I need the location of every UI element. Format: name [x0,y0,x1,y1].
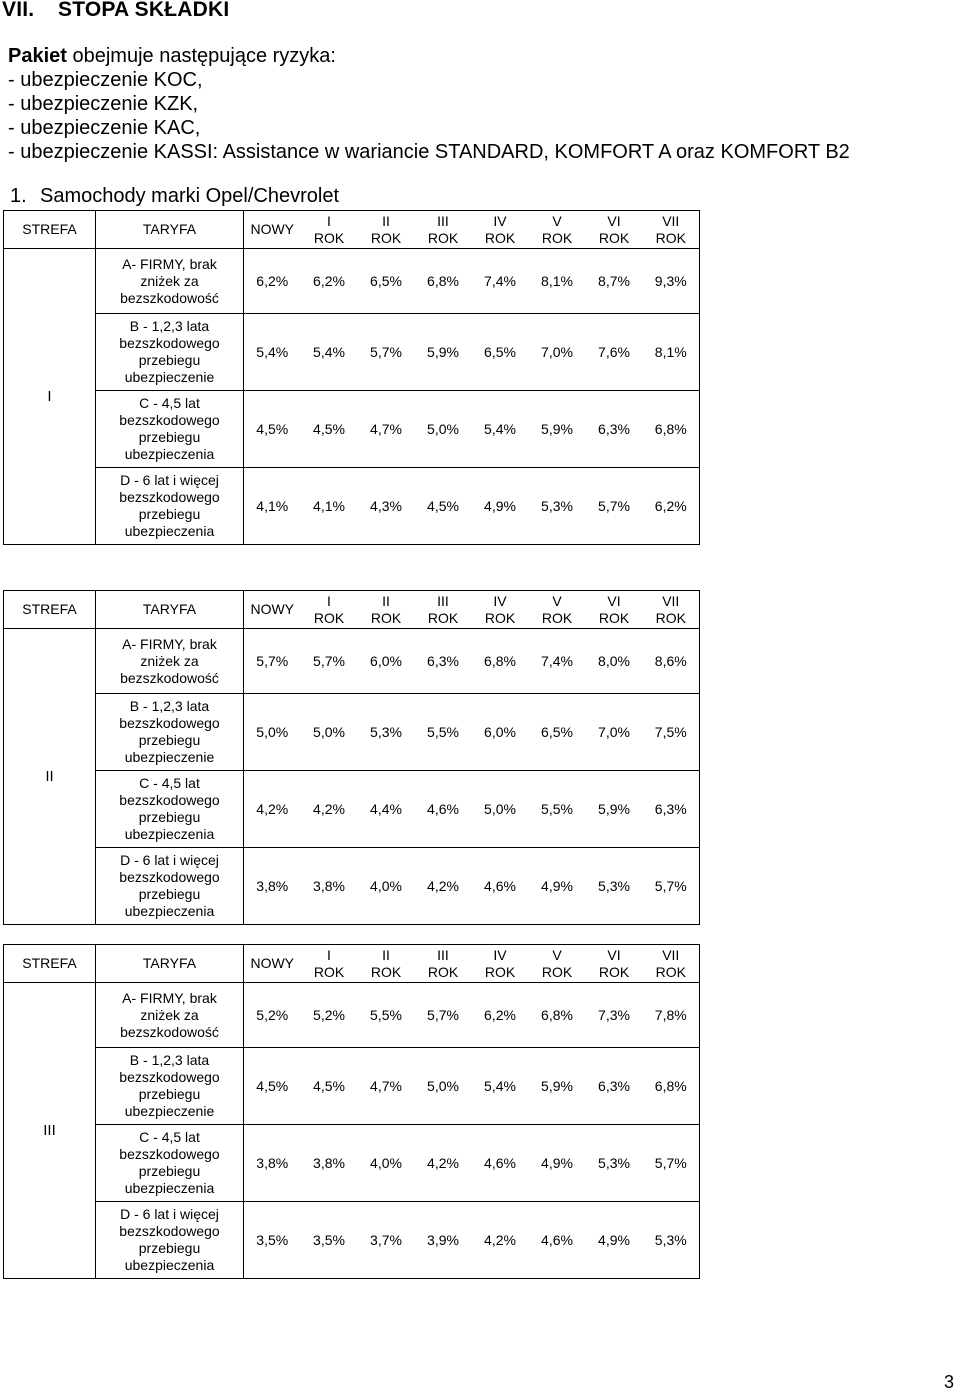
table-header-row [4,591,700,629]
rate-value: 8,7% [586,249,643,314]
tariff-line: zniżek za [140,1006,199,1023]
header-year-rok: ROK [313,229,345,246]
tariff-cell [96,391,244,468]
rate-value: 7,0% [529,314,586,391]
table-row [4,848,700,925]
tariff-line: D - 6 lat i więcej [120,852,219,868]
header-year-rok: ROK [484,609,516,626]
header-year-rok: ROK [484,229,516,246]
rate-value: 5,7% [643,848,700,925]
tariff-line: ubezpieczenia [124,903,215,919]
header-year-rok: ROK [427,609,459,626]
rate-value: 6,3% [586,1048,643,1125]
package-lead-bold: Pakiet [8,45,67,67]
header-year-roman: IV [493,592,507,609]
tariff-line: C - 4,5 lat [139,1129,200,1145]
tariff-line: przebiegu [138,1240,201,1256]
rate-value: 5,4% [301,314,358,391]
rate-value: 6,3% [643,771,700,848]
rate-value: 3,5% [301,1202,358,1279]
header-year-rok: ROK [655,229,686,246]
header-year-roman: II [382,946,390,963]
header-year [415,211,472,249]
header-year [529,945,586,983]
rate-value: 8,1% [643,314,700,391]
header-year-rok: ROK [313,963,345,980]
table-header-row [4,211,700,249]
rate-value: 4,5% [415,468,472,545]
table-row [4,1048,700,1125]
rate-value: 6,2% [301,249,358,314]
header-year-roman: II [382,592,390,609]
tariff-line: bezszkodowego [119,335,220,351]
rate-value: 7,4% [529,629,586,694]
rate-value: 4,5% [301,1048,358,1125]
rate-value: 4,1% [244,468,301,545]
rate-value: 4,9% [529,1125,586,1202]
header-year-roman: II [382,212,390,229]
rate-value: 5,3% [358,694,415,771]
rate-value: 5,9% [586,771,643,848]
header-year-roman: VI [607,946,621,963]
rate-value: 5,9% [529,391,586,468]
header-year-rok: ROK [598,229,630,246]
header-year-rok: ROK [541,963,573,980]
header-taryfa: TARYFA [96,591,244,629]
table-row [4,468,700,545]
tariff-line: przebiegu [138,352,201,368]
header-year [358,945,415,983]
subsection-title: Samochody marki Opel/Chevrolet [40,185,340,207]
rate-value: 6,3% [586,391,643,468]
rate-value: 6,3% [415,629,472,694]
rate-value: 5,5% [415,694,472,771]
rate-value: 5,7% [358,314,415,391]
table-row [4,694,700,771]
header-nowy: NOWY [244,591,301,629]
rate-value: 3,8% [301,848,358,925]
rate-value: 4,7% [358,391,415,468]
header-year-rok: ROK [427,229,459,246]
header-year-roman: IV [493,946,507,963]
rate-value: 3,8% [244,1125,301,1202]
tariff-line: D - 6 lat i więcej [120,1206,219,1222]
rate-value: 5,9% [529,1048,586,1125]
tariff-line: przebiegu [138,886,201,902]
header-year-roman: III [437,592,449,609]
table-row [4,314,700,391]
header-year-rok: ROK [427,963,459,980]
rate-value: 5,9% [415,314,472,391]
table-row [4,1202,700,1279]
tariff-line: ubezpieczenie [124,1103,215,1119]
rate-value: 4,1% [301,468,358,545]
tariff-line: zniżek za [140,272,199,289]
rate-value: 4,2% [415,848,472,925]
rate-value: 5,0% [472,771,529,848]
rate-value: 4,2% [301,771,358,848]
risk-item: - ubezpieczenie KZK, [8,93,199,115]
tariff-line: ubezpieczenia [124,1180,215,1196]
rate-value: 6,5% [358,249,415,314]
header-strefa: STREFA [4,211,96,249]
rate-value: 5,3% [586,1125,643,1202]
tariff-line: B - 1,2,3 lata [129,318,210,334]
rate-value: 5,2% [244,983,301,1048]
tariff-line: A- FIRMY, brak [122,989,217,1006]
header-year-rok: ROK [370,963,402,980]
rate-value: 4,2% [244,771,301,848]
rate-value: 4,5% [244,391,301,468]
header-year [358,591,415,629]
rate-value: 4,6% [529,1202,586,1279]
rate-value: 5,0% [301,694,358,771]
header-year-rok: ROK [370,609,402,626]
rate-value: 6,8% [415,249,472,314]
tariff-cell [96,1202,244,1279]
zone-label: III [4,983,96,1279]
header-year-roman: V [552,212,562,229]
zone-label: I [4,249,96,545]
rate-value: 3,8% [244,848,301,925]
tariff-cell [96,314,244,391]
tariff-line: bezszkodowość [120,289,219,306]
rate-value: 5,7% [415,983,472,1048]
header-year-rok: ROK [598,963,630,980]
header-year-rok: ROK [598,609,630,626]
rate-value: 6,2% [244,249,301,314]
rate-value: 4,6% [472,1125,529,1202]
tariff-line: bezszkodowego [119,489,220,505]
rate-value: 8,6% [643,629,700,694]
header-year-roman: I [327,212,331,229]
header-year-roman: VII [662,946,680,963]
tariff-line: przebiegu [138,1163,201,1179]
header-year [472,211,529,249]
tariff-line: B - 1,2,3 lata [129,698,210,714]
header-year [472,945,529,983]
rate-value: 5,0% [415,391,472,468]
tariff-cell [96,848,244,925]
header-year-rok: ROK [541,609,573,626]
table-row [4,1125,700,1202]
tariff-cell [96,629,244,694]
rate-value: 5,5% [529,771,586,848]
header-year [643,591,700,629]
tariff-line: przebiegu [138,732,201,748]
tariff-line: bezszkodowego [119,869,220,885]
header-year-roman: III [437,946,449,963]
rate-value: 4,5% [301,391,358,468]
header-year-roman: I [327,946,331,963]
header-year [415,591,472,629]
header-year-rok: ROK [313,609,345,626]
tariff-cell [96,983,244,1048]
rate-value: 5,3% [643,1202,700,1279]
table-row [4,249,700,314]
risk-item: - ubezpieczenie KASSI: Assistance w wariancie STANDARD, KOMFORT A oraz KOMFORT B2 [8,141,850,163]
rate-value: 4,9% [586,1202,643,1279]
rate-value: 7,8% [643,983,700,1048]
rate-value: 4,6% [472,848,529,925]
rate-value: 7,3% [586,983,643,1048]
rate-value: 9,3% [643,249,700,314]
table-header-row [4,945,700,983]
header-year-roman: VI [607,212,621,229]
header-year-roman: VII [662,212,680,229]
tariff-line: przebiegu [138,429,201,445]
tariff-cell [96,694,244,771]
header-year-roman: VI [607,592,621,609]
header-year-rok: ROK [541,229,573,246]
rate-value: 5,5% [358,983,415,1048]
rate-value: 5,0% [415,1048,472,1125]
rate-value: 6,0% [472,694,529,771]
rate-table-zone-1 [3,210,700,545]
rate-value: 4,3% [358,468,415,545]
header-year-roman: VII [662,592,680,609]
header-year-roman: III [437,212,449,229]
rate-value: 6,8% [529,983,586,1048]
risk-item: - ubezpieczenie KOC, [8,69,203,91]
tariff-line: ubezpieczenie [124,369,215,385]
header-year [643,211,700,249]
rate-value: 3,5% [244,1202,301,1279]
rate-value: 5,3% [529,468,586,545]
tariff-line: przebiegu [138,809,201,825]
tariff-line: bezszkodowego [119,1223,220,1239]
package-lead [8,44,850,68]
rate-value: 5,7% [301,629,358,694]
table-row [4,391,700,468]
rate-value: 6,2% [472,983,529,1048]
header-year [586,211,643,249]
rate-value: 6,8% [472,629,529,694]
risk-item: - ubezpieczenie KAC, [8,117,201,139]
tariff-line: A- FIRMY, brak [122,635,217,652]
rate-value: 5,3% [586,848,643,925]
rate-value: 5,7% [244,629,301,694]
rate-value: 6,8% [643,1048,700,1125]
tariff-line: bezszkodowego [119,715,220,731]
header-year [529,591,586,629]
table-row [4,983,700,1048]
tariff-line: A- FIRMY, brak [122,255,217,272]
header-year [643,945,700,983]
rate-value: 5,7% [643,1125,700,1202]
rate-value: 4,9% [472,468,529,545]
rate-value: 4,2% [415,1125,472,1202]
rate-value: 4,7% [358,1048,415,1125]
header-year [586,945,643,983]
rate-value: 8,1% [529,249,586,314]
tariff-line: przebiegu [138,1086,201,1102]
rate-value: 6,5% [529,694,586,771]
tariff-line: C - 4,5 lat [139,775,200,791]
header-year [415,945,472,983]
header-taryfa: TARYFA [96,945,244,983]
header-year-rok: ROK [370,229,402,246]
rate-value: 7,4% [472,249,529,314]
header-taryfa: TARYFA [96,211,244,249]
rate-value: 3,9% [415,1202,472,1279]
header-year [472,591,529,629]
header-year [301,211,358,249]
rate-value: 4,6% [415,771,472,848]
tariff-line: bezszkodowego [119,1069,220,1085]
rate-table-zone-2 [3,590,700,925]
tariff-line: ubezpieczenia [124,1257,215,1273]
tariff-line: D - 6 lat i więcej [120,472,219,488]
header-nowy: NOWY [244,211,301,249]
rate-value: 8,0% [586,629,643,694]
table-row [4,629,700,694]
header-year [358,211,415,249]
tariff-line: C - 4,5 lat [139,395,200,411]
table-row [4,771,700,848]
rate-table-zone-3 [3,944,700,1279]
section-title: STOPA SKŁADKI [58,0,230,21]
header-nowy: NOWY [244,945,301,983]
tariff-line: przebiegu [138,506,201,522]
subsection-heading [10,185,339,208]
tariff-cell [96,1125,244,1202]
tariff-line: ubezpieczenia [124,523,215,539]
header-year-rok: ROK [655,609,686,626]
rate-value: 5,0% [244,694,301,771]
rate-value: 5,4% [472,391,529,468]
tariff-cell [96,771,244,848]
tariff-cell [96,249,244,314]
rate-value: 5,2% [301,983,358,1048]
header-strefa: STREFA [4,945,96,983]
tariff-line: bezszkodowego [119,412,220,428]
tariff-line: ubezpieczenie [124,749,215,765]
rate-value: 6,5% [472,314,529,391]
header-strefa: STREFA [4,591,96,629]
section-number: VII. [2,0,35,21]
header-year-roman: V [552,592,562,609]
header-year-roman: I [327,592,331,609]
rate-value: 4,9% [529,848,586,925]
rate-value: 7,5% [643,694,700,771]
package-lead-rest: obejmuje następujące ryzyka: [66,45,336,67]
rate-value: 5,7% [586,468,643,545]
header-year [301,591,358,629]
rate-value: 6,2% [643,468,700,545]
header-year [586,591,643,629]
rate-value: 3,7% [358,1202,415,1279]
tariff-line: bezszkodowość [120,1023,219,1040]
rate-value: 7,0% [586,694,643,771]
header-year [529,211,586,249]
header-year-roman: IV [493,212,507,229]
rate-value: 6,0% [358,629,415,694]
header-year-rok: ROK [655,963,686,980]
rate-value: 4,4% [358,771,415,848]
rate-value: 4,0% [358,848,415,925]
package-risks [8,44,850,164]
rate-value: 6,8% [643,391,700,468]
tariff-line: B - 1,2,3 lata [129,1052,210,1068]
rate-value: 4,5% [244,1048,301,1125]
tariff-cell [96,468,244,545]
rate-value: 4,0% [358,1125,415,1202]
tariff-line: bezszkodowego [119,792,220,808]
tariff-line: ubezpieczenia [124,446,215,462]
rate-value: 4,2% [472,1202,529,1279]
tariff-line: ubezpieczenia [124,826,215,842]
tariff-line: bezszkodowego [119,1146,220,1162]
section-heading [2,0,229,22]
page-number: 3 [943,1372,954,1392]
tariff-line: zniżek za [140,652,199,669]
header-year [301,945,358,983]
zone-label: II [4,629,96,925]
subsection-number: 1. [10,185,27,207]
rate-value: 5,4% [472,1048,529,1125]
header-year-roman: V [552,946,562,963]
tariff-line: bezszkodowość [120,669,219,686]
header-year-rok: ROK [484,963,516,980]
rate-value: 5,4% [244,314,301,391]
tariff-cell [96,1048,244,1125]
rate-value: 7,6% [586,314,643,391]
rate-value: 3,8% [301,1125,358,1202]
